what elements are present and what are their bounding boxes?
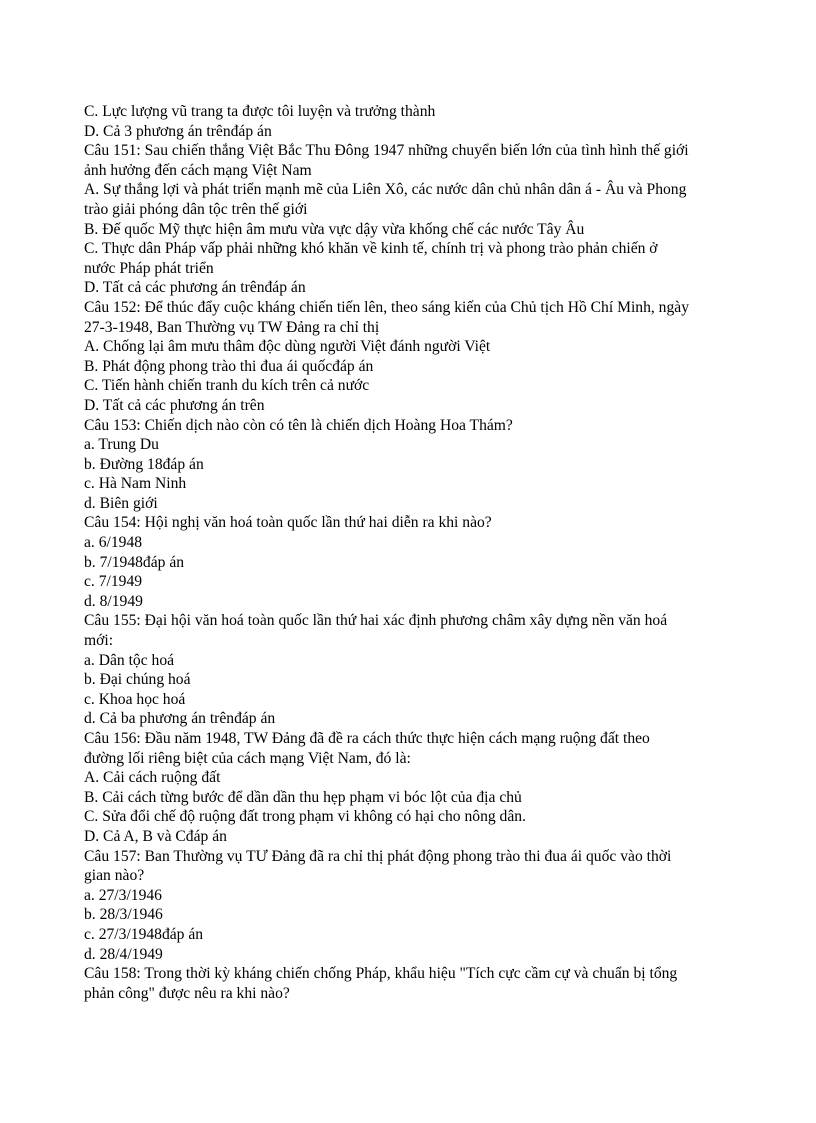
answer-option: a. Dân tộc hoá (84, 651, 175, 669)
question-155-text: Câu 155: Đại hội văn hoá toàn quốc lần thứ hai xác định phương châm xây dựng nền văn hoá (84, 612, 668, 630)
question-152-text: Câu 152: Để thúc đẩy cuộc kháng chiến tiến lên, theo sáng kiến của Chủ tịch Hồ Chí Minh, ngày (84, 298, 689, 316)
answer-option: B. Đế quốc Mỹ thực hiện âm mưu vừa vực dậy vừa khống chế các nước Tây Âu (84, 220, 585, 238)
question-151-text: Câu 151: Sau chiến thắng Việt Bắc Thu Đông 1947 những chuyển biến lớn của tình hình thế giới (84, 142, 689, 160)
text-line: gian nào? (84, 867, 145, 885)
answer-option: a. 6/1948 (84, 534, 143, 552)
text-line: đường lối riêng biệt của cách mạng Việt Nam, đó là: (84, 749, 411, 767)
answer-option: b. Đại chúng hoá (84, 671, 191, 689)
answer-option: a. Trung Du (84, 436, 159, 454)
question-158-text: Câu 158: Trong thời kỳ kháng chiến chống Pháp, khẩu hiệu "Tích cực cầm cự và chuẩn bị tổng (84, 965, 678, 983)
text-line: nước Pháp phát triển (84, 259, 214, 277)
answer-option: C. Tiến hành chiến tranh du kích trên cả nước (84, 377, 370, 395)
answer-option: A. Cải cách ruộng đất (84, 769, 221, 787)
answer-option: C. Sửa đổi chế độ ruộng đất trong phạm vi không có hại cho nông dân. (84, 808, 526, 826)
answer-option: B. Phát động phong trào thi đua ái quốcđáp án (84, 357, 374, 375)
question-153-text: Câu 153: Chiến dịch nào còn có tên là chiến dịch Hoàng Hoa Thám? (84, 416, 513, 434)
answer-option: a. 27/3/1946 (84, 886, 162, 904)
answer-option: c. Khoa học hoá (84, 690, 186, 708)
answer-option: A. Chống lại âm mưu thâm độc dùng người Việt đánh người Việt (84, 338, 491, 356)
question-156-text: Câu 156: Đầu năm 1948, TW Đảng đã đề ra cách thức thực hiện cách mạng ruộng đất theo (84, 730, 650, 747)
text-line: mới: (84, 632, 114, 650)
answer-option: C. Thực dân Pháp vấp phải những khó khăn về kinh tế, chính trị và phong trào phản chiến ở (84, 240, 658, 258)
answer-option: D. Cả A, B và Cđáp án (84, 827, 227, 845)
answer-option: c. 27/3/1948đáp án (84, 925, 204, 943)
text-line: D. Cả 3 phương án trênđáp án (84, 122, 272, 140)
text-line: ảnh hưởng đến cách mạng Việt Nam (84, 161, 312, 179)
answer-option: c. 7/1949 (84, 573, 143, 591)
answer-option: d. Biên giới (84, 494, 158, 512)
answer-option: d. 8/1949 (84, 592, 143, 610)
answer-option: b. 28/3/1946 (84, 906, 163, 924)
document-page (84, 102, 734, 1003)
text-line: C. Lực lượng vũ trang ta được tôi luyện và trưởng thành (84, 103, 436, 120)
answer-option: c. Hà Nam Ninh (84, 475, 187, 493)
text-line: phản công" được nêu ra khi nào? (84, 984, 290, 1002)
question-157-text: Câu 157: Ban Thường vụ TƯ Đảng đã ra chỉ thị phát động phong trào thi đua ái quốc vào thời (84, 847, 672, 865)
text-line: 27-3-1948, Ban Thường vụ TW Đảng ra chỉ thị (84, 318, 380, 336)
answer-option: b. Đường 18đáp án (84, 455, 204, 473)
answer-option: A. Sự thắng lợi và phát triển mạnh mẽ của Liên Xô, các nước dân chủ nhân dân á - Âu và Phong (84, 181, 687, 199)
answer-option: D. Tất cả các phương án trênđáp án (84, 279, 306, 297)
answer-option: D. Tất cả các phương án trên (84, 396, 265, 414)
answer-option: d. 28/4/1949 (84, 945, 163, 963)
answer-option: d. Cả ba phương án trênđáp án (84, 710, 276, 728)
question-154-text: Câu 154: Hội nghị văn hoá toàn quốc lần thứ hai diễn ra khi nào? (84, 514, 492, 532)
answer-option: B. Cải cách từng bước để dần dần thu hẹp phạm vi bóc lột của địa chủ (84, 788, 522, 806)
answer-option: b. 7/1948đáp án (84, 553, 185, 571)
text-line: trào giải phóng dân tộc trên thế giới (84, 200, 308, 218)
